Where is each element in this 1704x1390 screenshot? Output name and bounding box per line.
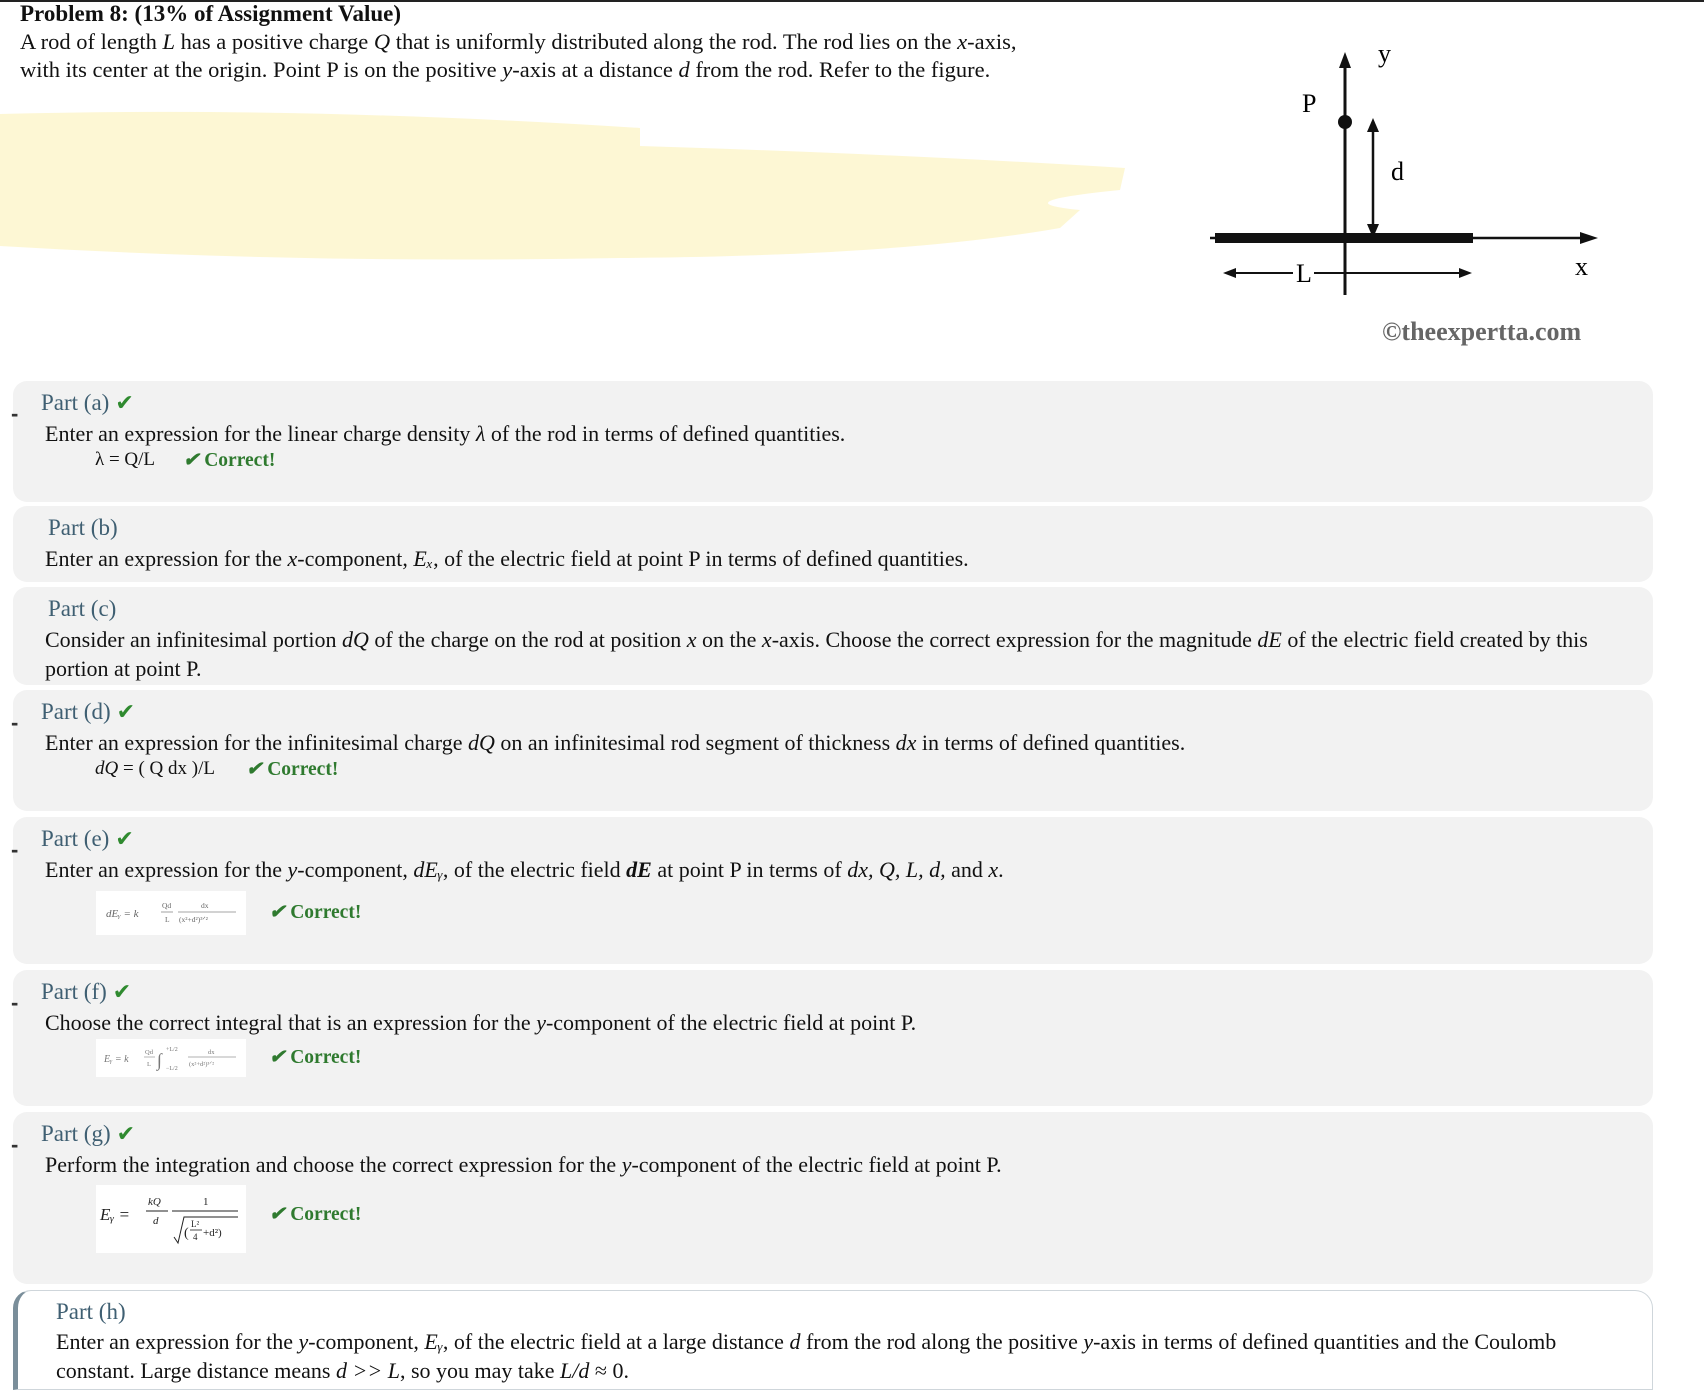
svg-text:1: 1 (203, 1196, 209, 1208)
part-a-panel[interactable] (13, 381, 1653, 502)
part-d-question: Enter an expression for the infinitesimal charge dQ on an infinitesimal rod segment of thickness dx in terms of defined quantities. (45, 730, 1186, 755)
part-d-title[interactable]: Part (d) ✔ (41, 699, 136, 724)
svg-text:(: ( (184, 1226, 189, 1241)
check-icon: ✔ (116, 1121, 136, 1146)
part-a-title[interactable]: Part (a) ✔ (41, 390, 134, 415)
svg-text:Qd: Qd (145, 1049, 153, 1056)
svg-text:Eᵧ =: Eᵧ = (100, 1205, 131, 1224)
svg-text:−L/2: −L/2 (166, 1066, 178, 1072)
check-icon: ✔ (269, 1204, 286, 1225)
part-e-panel[interactable] (13, 817, 1653, 964)
label-y: y (1378, 39, 1391, 68)
highlighter-mark (0, 106, 1130, 266)
svg-text:dEᵧ = k: dEᵧ = k (106, 908, 139, 920)
part-f-correct: ✔ Correct! (269, 1047, 362, 1068)
svg-text:Qd: Qd (162, 901, 172, 910)
collapse-icon[interactable]: - (11, 990, 19, 1015)
svg-text:+d²): +d²) (203, 1227, 222, 1239)
part-g-equation-image (96, 1185, 246, 1253)
part-b-question: Enter an expression for the x-component, Eₓ, of the electric field at point P in terms of defined quantities. (45, 546, 969, 571)
svg-text:L²: L² (191, 1219, 200, 1229)
part-c-panel[interactable] (13, 587, 1653, 685)
part-h-title[interactable]: Part (h) (56, 1299, 126, 1324)
svg-text:L: L (147, 1061, 151, 1068)
problem-statement: A rod of length L has a positive charge Q that is uniformly distributed along the rod. The rod lies on the x-axis, with its center at the origin. Point P is on the positive y-axis at a distance d from the rod. Refer to the figure. (20, 29, 1017, 82)
svg-text:L: L (165, 915, 170, 924)
part-e-question: Enter an expression for the y-component, dEᵧ, of the electric field dE at point P in terms of dx, Q, L, d, and x. (45, 857, 1004, 882)
part-d-panel[interactable] (13, 690, 1653, 811)
svg-text:Eᵧ = k: Eᵧ = k (104, 1054, 129, 1065)
part-h-question: Enter an expression for the y-component, Eᵧ, of the electric field at a large distance d from the rod along the positive y-axis in terms of defined quantities and the Coulomb constant. Large distance means d >> L, so you may take L/d ≈ 0. (56, 1329, 1557, 1383)
part-g-correct: ✔ Correct! (269, 1204, 362, 1225)
part-h-panel[interactable] (13, 1290, 1653, 1390)
collapse-icon[interactable]: - (11, 837, 19, 862)
svg-text:4: 4 (193, 1232, 198, 1242)
y-axis-arrow-icon (1339, 52, 1351, 68)
collapse-icon[interactable]: - (11, 1132, 19, 1157)
svg-text:d: d (153, 1215, 159, 1227)
check-icon: ✔ (115, 390, 134, 415)
d-arrow-up-icon (1367, 118, 1379, 132)
part-b-panel[interactable] (13, 506, 1653, 582)
part-f-equation-image (96, 1039, 246, 1077)
charged-rod (1215, 233, 1473, 243)
svg-text:dx: dx (208, 1049, 215, 1056)
check-icon: ✔ (116, 699, 136, 724)
x-axis-arrow-icon (1580, 232, 1598, 244)
l-arrow-right-icon (1459, 268, 1472, 278)
label-l: L (1296, 259, 1312, 288)
part-c-title[interactable]: Part (c) (48, 596, 117, 621)
part-f-title[interactable]: Part (f) ✔ (41, 979, 132, 1004)
point-p (1338, 115, 1352, 129)
label-d: d (1391, 157, 1404, 186)
svg-text:kQ: kQ (148, 1196, 161, 1208)
check-icon: ✔ (269, 1047, 286, 1068)
label-p: P (1302, 89, 1317, 118)
part-g-title[interactable]: Part (g) ✔ (41, 1121, 136, 1146)
collapse-icon[interactable]: - (11, 401, 19, 426)
svg-text:dx: dx (201, 901, 209, 910)
part-a-question: Enter an expression for the linear charge density λ of the rod in terms of defined quantities. (45, 421, 846, 446)
part-e-equation-image (96, 891, 246, 935)
part-a-answer: λ = Q/L (95, 449, 156, 470)
check-icon: ✔ (246, 759, 263, 780)
part-a-correct: ✔ Correct! (183, 450, 276, 471)
part-g-panel[interactable] (13, 1112, 1653, 1284)
check-icon: ✔ (269, 902, 286, 923)
part-f-question: Choose the correct integral that is an expression for the y-component of the electric field at point P. (45, 1010, 917, 1035)
check-icon: ✔ (183, 450, 200, 471)
svg-text:(x²+d²)³ᐟ²: (x²+d²)³ᐟ² (179, 915, 208, 924)
problem-title: Problem 8: (13% of Assignment Value) (20, 1, 401, 26)
watermark: ©theexpertta.com (1382, 317, 1582, 346)
collapse-icon[interactable]: - (11, 710, 19, 735)
check-icon: ✔ (115, 826, 134, 851)
part-e-correct: ✔ Correct! (269, 902, 362, 923)
part-f-panel[interactable] (13, 970, 1653, 1106)
svg-text:+L/2: +L/2 (166, 1047, 178, 1053)
svg-text:∫: ∫ (157, 1050, 162, 1070)
label-x: x (1575, 252, 1588, 281)
svg-text:(x²+d²)³ᐟ²: (x²+d²)³ᐟ² (189, 1061, 215, 1068)
l-arrow-left-icon (1223, 268, 1236, 278)
part-d-answer: dQ = ( Q dx )/L (95, 758, 215, 779)
part-b-title[interactable]: Part (b) (48, 515, 118, 540)
rod-figure (1180, 30, 1640, 360)
part-g-question: Perform the integration and choose the correct expression for the y-component of the electric field at point P. (45, 1152, 1002, 1177)
part-e-title[interactable]: Part (e) ✔ (41, 826, 134, 851)
part-c-question: Consider an infinitesimal portion dQ of the charge on the rod at position x on the x-axis. Choose the correct expression for the magnitude dE of the electric field created by this portion at point P. (45, 627, 1588, 681)
check-icon: ✔ (112, 979, 132, 1004)
part-d-correct: ✔ Correct! (246, 759, 339, 780)
